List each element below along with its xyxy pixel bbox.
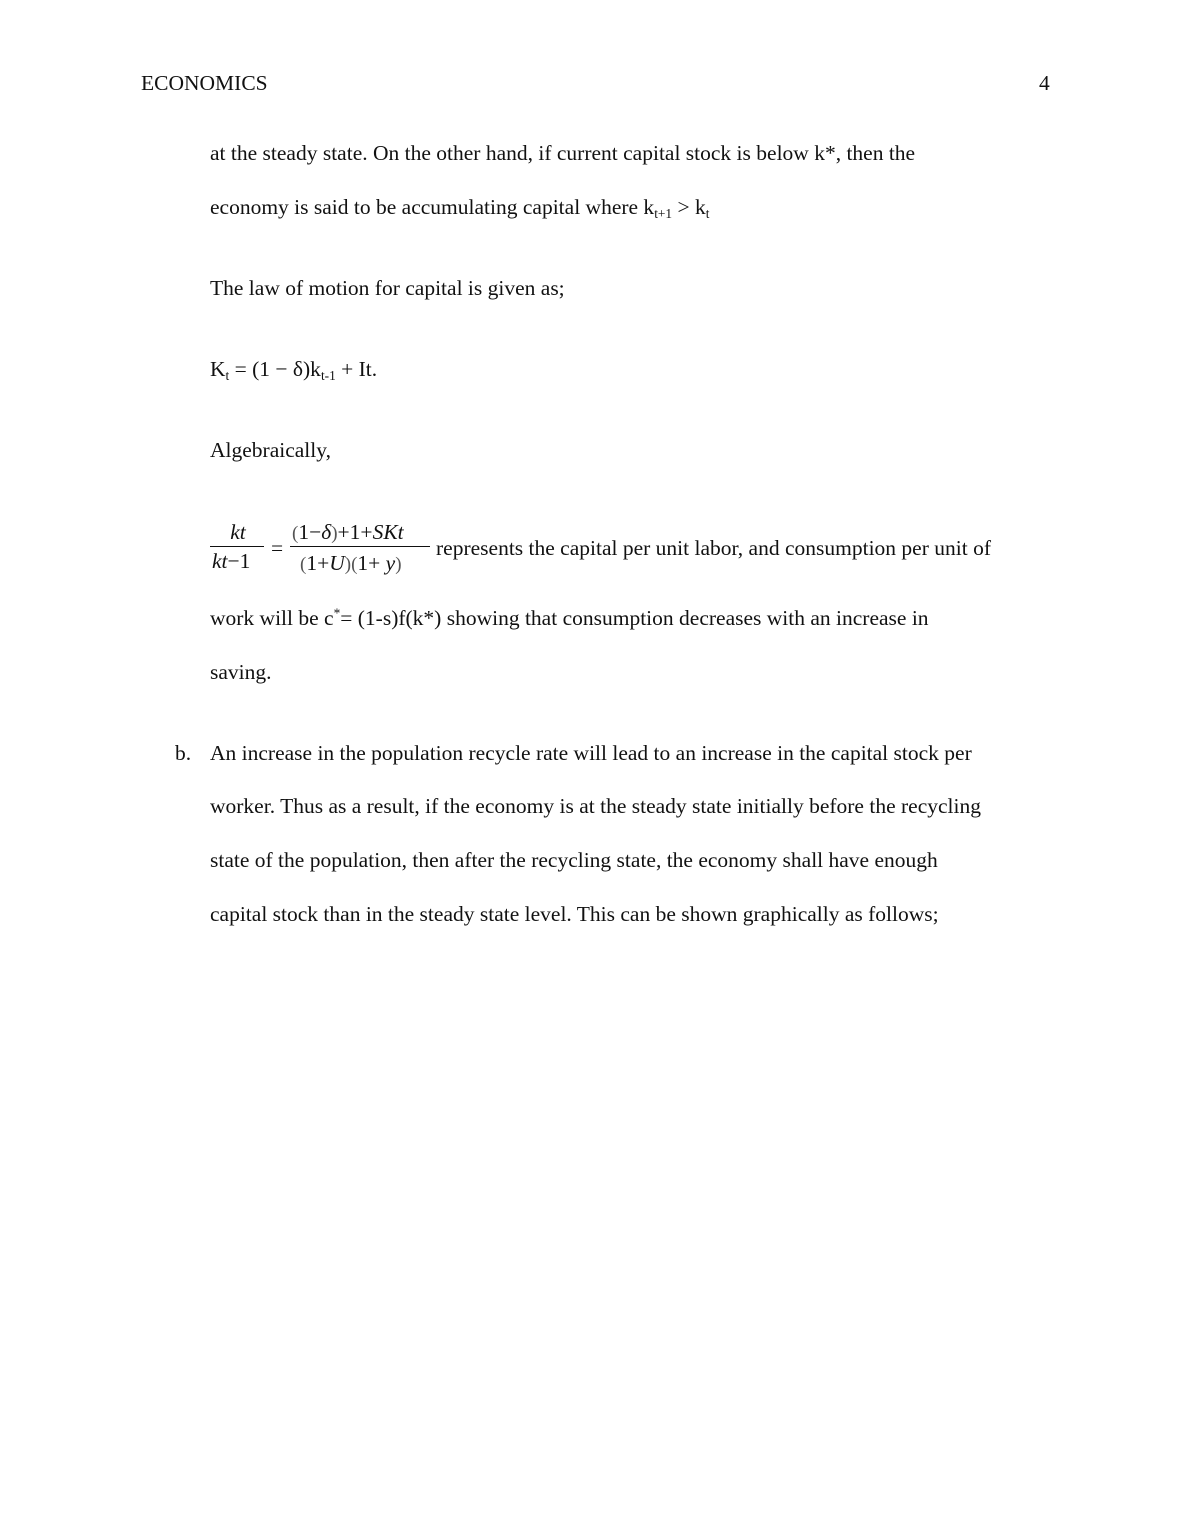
fraction-bar xyxy=(210,546,264,547)
den-part: 1+ xyxy=(357,551,386,575)
paragraph-line-with-subscripts xyxy=(210,197,709,219)
eq-text: = (1 − δ)k xyxy=(229,357,321,381)
den-variable: kt xyxy=(212,549,228,573)
delta-symbol: δ xyxy=(321,520,332,544)
law-intro: The law of motion for capital is given as; xyxy=(210,276,565,300)
num-part: +1+ xyxy=(337,520,373,544)
den-part: 1+ xyxy=(306,551,330,575)
line-text: economy is said to be accumulating capital where k xyxy=(210,195,655,219)
list-item-b-line: state of the population, then after the recycling state, the economy shall have enough xyxy=(210,848,938,872)
subscript: t+1 xyxy=(654,205,673,221)
eq-text: + It. xyxy=(335,357,378,381)
equals-sign: = xyxy=(271,536,284,560)
fraction-kt-over-kt-minus-1 xyxy=(210,520,266,576)
num-part: 1− xyxy=(298,520,322,544)
list-marker-b: b. xyxy=(175,741,192,765)
fraction-numerator: kt xyxy=(230,520,246,544)
fraction-bar xyxy=(290,546,430,547)
fraction-capital-ratio xyxy=(290,520,432,576)
paragraph-line: saving. xyxy=(210,660,272,684)
paren: ( xyxy=(300,554,307,575)
list-item-b-line: capital stock than in the steady state level. This can be shown graphically as follows; xyxy=(210,902,939,926)
den-rest: −1 xyxy=(227,549,251,573)
list-item-b-line: An increase in the population recycle rate will lead to an increase in the capital stock per xyxy=(210,741,972,765)
paren: ) xyxy=(331,523,338,544)
fraction-denominator xyxy=(212,551,250,573)
algebraically-label: Algebraically, xyxy=(210,438,331,462)
line-text: work will be c xyxy=(210,606,334,630)
paren: ) xyxy=(395,554,402,575)
list-item-b-line: worker. Thus as a result, if the economy is at the steady state initially before the recycling xyxy=(210,794,981,818)
subscript: t-1 xyxy=(320,367,336,383)
eq-symbol: K xyxy=(210,357,226,381)
running-header-title: ECONOMICS xyxy=(141,71,268,95)
law-of-motion-equation xyxy=(210,359,377,381)
num-part: SKt xyxy=(372,520,404,544)
den-variable: y xyxy=(385,551,396,575)
line-text: = (1-s)f(k*) showing that consumption decreases with an increase in xyxy=(340,606,929,630)
paren: ( xyxy=(292,523,299,544)
line-text: > k xyxy=(672,195,706,219)
subscript: t xyxy=(225,367,230,383)
paragraph-line: at the steady state. On the other hand, if current capital stock is below k*, then the xyxy=(210,141,916,165)
fraction-denominator xyxy=(300,553,402,575)
page-number: 4 xyxy=(1039,71,1050,95)
paren: )( xyxy=(344,554,358,575)
fraction-numerator xyxy=(292,522,404,544)
paragraph-line-with-superscript xyxy=(210,605,929,630)
equation-tail-text: represents the capital per unit labor, and consumption per unit of xyxy=(436,536,991,560)
subscript: t xyxy=(705,205,710,221)
superscript: * xyxy=(333,605,341,621)
den-variable: U xyxy=(329,551,345,575)
